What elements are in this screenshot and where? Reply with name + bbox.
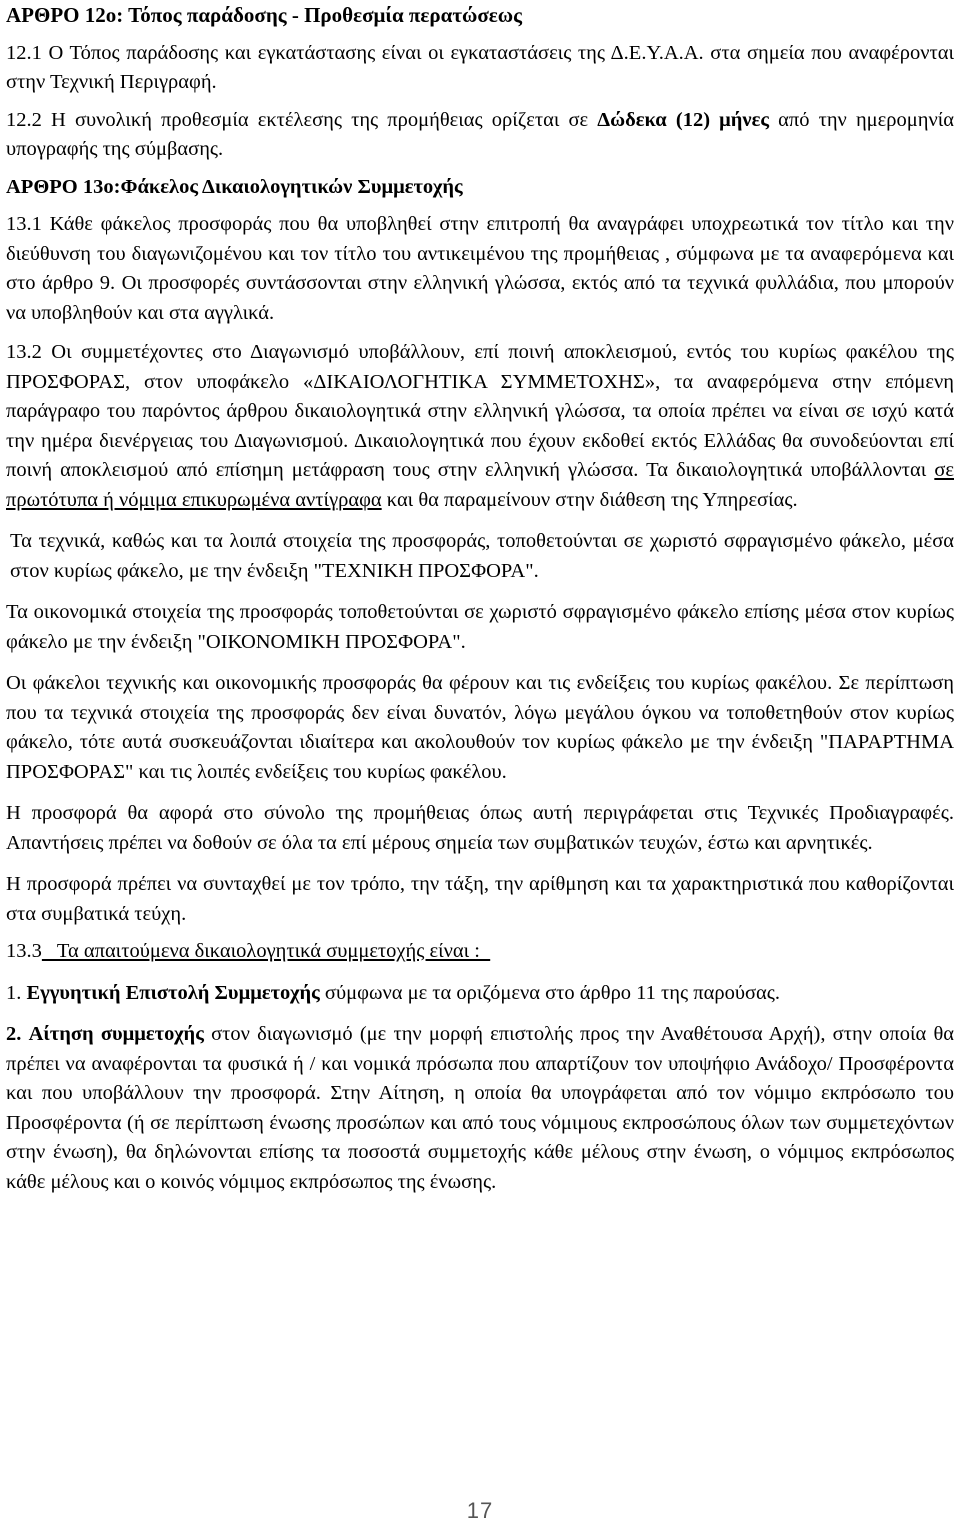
paragraph-12-2-text: 12.2 Η συνολική προθεσμία εκτέλεσης της προμήθειας ορίζεται σε bbox=[6, 108, 598, 131]
list-item-2-text: στον διαγωνισμό (με την μορφή επιστολής προς την Αναθέτουσα Αρχή), στην οποία θα πρέπει να αναφέρονται τα φυσικά ή / και νομικά πρόσωπα που απαρτίζουν τον υποψήφιο Ανάδοχο/ Προσφέροντα και που υποβάλλουν την προσφορά. Στην Αίτηση, η οποία θα υπογράφεται από τον νόμιμο εκπρόσωπο του Προσφέροντα (ή σε περίπτωση ένωσης προσώπων και από τους νόμιμους εκπροσώπους όλων των συμμετεχόντων στην ένωση), θα δηλώνονται επίσης τα ποσοστά συμμετοχής κάθε μέλους στην ένωση, ο νόμιμος εκπρόσωπος κάθε μέλους και ο κοινός νόμιμος εκπρόσωπος της ένωσης. bbox=[6, 1023, 955, 1193]
paragraph-financial-offer: Τα οικονομικά στοιχεία της προσφοράς τοποθετούνται σε χωριστό σφραγισμένο φάκελο επίσης μέσα στον κυρίως φάκελο με την ένδειξη "ΟΙΚΟΝΟΜΙΚΗ ΠΡΟΣΦΟΡΑ". bbox=[6, 601, 954, 653]
list-item-2 bbox=[6, 1020, 954, 1197]
paragraph-13-2-text: 13.2 Οι συμμετέχοντες στο Διαγωνισμό υποβάλλουν, επί ποινή αποκλεισμού, εντός του κυρίως φακέλου της ΠΡΟΣΦΟΡΑΣ, στον υποφάκελο «ΔΙΚΑΙΟΛΟΓΗΤΙΚΑ ΣΥΜΜΕΤΟΧΗΣ», τα αναφερόμενα στην επόμενη παράγραφο του παρόντος άρθρου δικαιολογητικά στην ελληνική γλώσσα, τα οποία πρέπει να είναι σε ισχύ κατά την ημέρα διενέργειας του Διαγωνισμού. Δικαιολογητικά που έχουν εκδοθεί εκτός Ελλάδας θα συνοδεύονται επί ποινή αποκλεισμού από επίσημη μετάφραση τους στην ελληνική γλώσσα. Τα δικαιολογητικά υποβάλλονται bbox=[6, 341, 954, 481]
duration-bold: Δώδεκα (12) μήνες bbox=[597, 108, 769, 131]
paragraph-envelopes: Οι φάκελοι τεχνικής και οικονομικής προσφοράς θα φέρουν και τις ενδείξεις του κυρίως φακέλου. Σε περίπτωση που τα τεχνικά στοιχεία της προσφοράς δεν είναι δυνατόν, λόγω μεγάλου όγκου να τοποθετηθούν στον κυρίως φάκελο, τότε αυτά συσκευάζονται ιδιαίτερα και ακολουθούν τον κυρίως φάκελο με την ένδειξη "ΠΑΡΑΡΤΗΜΑ ΠΡΟΣΦΟΡΑΣ" και τις λοιπές ενδείξεις του κυρίως φακέλου. bbox=[6, 672, 954, 783]
article-12-heading: ΑΡΘΡΟ 12ο: Τόπος παράδοσης - Προθεσμία περατώσεως bbox=[6, 3, 522, 27]
list-item-1-number: 1. bbox=[6, 981, 22, 1004]
required-documents-number: 13.3 bbox=[6, 940, 42, 962]
originals-underlined: σε πρωτότυπα ή νόμιμα επικυρωμένα αντίγραφα bbox=[6, 459, 954, 511]
paragraph-13-2-end: και θα παραμείνουν στην διάθεση της Υπηρεσίας. bbox=[381, 488, 798, 511]
paragraph-offer-scope: Η προσφορά θα αφορά στο σύνολο της προμήθειας όπως αυτή περιγράφεται στις Τεχνικές Προδιαγραφές. Απαντήσεις πρέπει να δοθούν σε όλα τα επί μέρους σημεία των συμβατικών τευχών, έστω και αρνητικές. bbox=[6, 802, 954, 854]
paragraph-13-2 bbox=[6, 338, 954, 515]
paragraph-12-2-text-end: από την ημερομηνία υπογραφής της σύμβασης. bbox=[6, 108, 954, 160]
paragraph-offer-format: Η προσφορά πρέπει να συνταχθεί με τον τρόπο, την τάξη, την αρίθμηση και τα χαρακτηριστικά που καθορίζονται στα συμβατικά τεύχη. bbox=[6, 873, 954, 925]
list-item-1-title: Εγγυητική Επιστολή Συμμετοχής bbox=[26, 981, 320, 1004]
list-item-2-number: 2. bbox=[6, 1023, 22, 1045]
list-item-1 bbox=[6, 979, 954, 1009]
article-13-heading: ΑΡΘΡΟ 13ο:Φάκελος Δικαιολογητικών Συμμετοχής bbox=[6, 175, 463, 198]
paragraph-12-1: 12.1 Ο Τόπος παράδοσης και εγκατάστασης είναι οι εγκαταστάσεις της Δ.Ε.Υ.Α.Α. στα σημεία που αναφέρονται στην Τεχνική Περιγραφή. bbox=[6, 41, 954, 93]
paragraph-technical-offer: Τα τεχνικά, καθώς και τα λοιπά στοιχεία της προσφοράς, τοποθετούνται σε χωριστό σφραγισμένο φάκελο, μέσα στον κυρίως φάκελο, με την ένδειξη "ΤΕΧΝΙΚΗ ΠΡΟΣΦΟΡΑ". bbox=[10, 530, 954, 582]
page-number: 17 bbox=[466, 1498, 494, 1523]
paragraph-12-2 bbox=[6, 106, 954, 165]
list-item-1-text: σύμφωνα με τα οριζόμενα στο άρθρο 11 της παρούσας. bbox=[319, 981, 781, 1004]
required-documents-title: Τα απαιτούμενα δικαιολογητικά συμμετοχής είναι : bbox=[41, 940, 491, 962]
document-page bbox=[6, 0, 954, 1197]
required-documents-heading bbox=[6, 937, 954, 967]
paragraph-13-1: 13.1 Κάθε φάκελος προσφοράς που θα υποβληθεί στην επιτροπή θα αναγράφει υποχρεωτικά τον τίτλο και την διεύθυνση του διαγωνιζομένου και τον τίτλο του αντικειμένου της προμήθειας , σύμφωνα με τα αναφερόμενα και στο άρθρο 9. Οι προσφορές συντάσσονται στην ελληνική γλώσσα, εκτός από τα τεχνικά φυλλάδια, που μπορούν να υποβληθούν και στα αγγλικά. bbox=[6, 213, 954, 324]
list-item-2-title: Αίτηση συμμετοχής bbox=[28, 1023, 204, 1045]
